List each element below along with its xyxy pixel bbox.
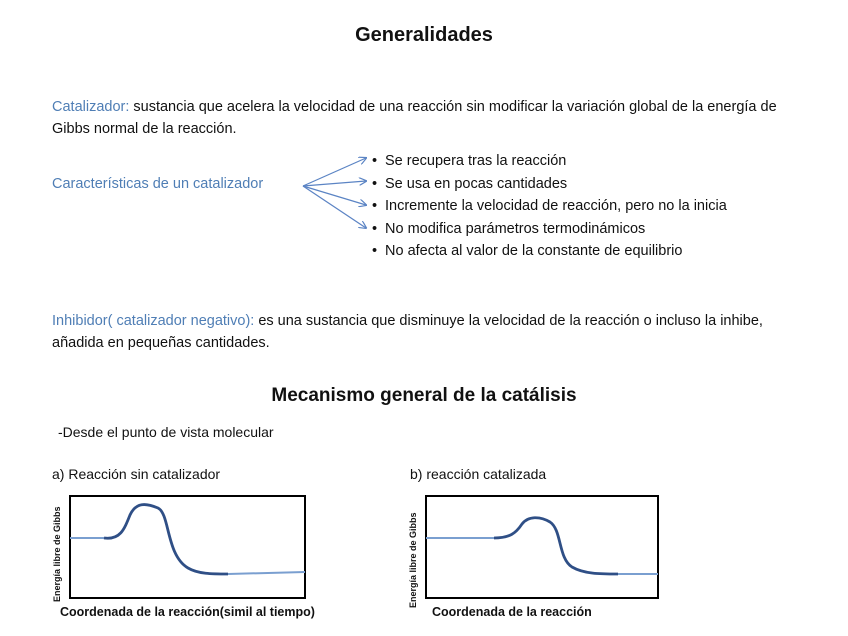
- graph-a-xlabel: Coordenada de la reacción(simil al tiempo): [60, 605, 315, 619]
- graph-a-curve-end: [228, 572, 305, 574]
- viewpoint-text: -Desde el punto de vista molecular: [58, 424, 274, 440]
- graph-b-xlabel: Coordenada de la reacción: [432, 605, 592, 619]
- list-item: • Se recupera tras la reacción: [372, 150, 727, 173]
- list-item: • No modifica parámetros termodinámicos: [372, 218, 727, 241]
- graph-a-frame: [70, 496, 305, 598]
- graph-a-curve: [104, 505, 228, 574]
- catalyst-text: sustancia que acelera la velocidad de una reacción sin modificar la variación global de la energía de Gibbs normal de la reacción.: [52, 99, 777, 137]
- list-item: • Incremente la velocidad de reacción, pero no la inicia: [372, 195, 727, 218]
- list-item: • Se usa en pocas cantidades: [372, 173, 727, 196]
- graph-b-frame: [426, 496, 658, 598]
- mechanism-title: Mecanismo general de la catálisis: [271, 385, 577, 406]
- page-title: Generalidades: [355, 24, 493, 46]
- inhibitor-term: Inhibidor( catalizador negativo):: [52, 313, 255, 329]
- characteristics-label: Características de un catalizador: [52, 176, 264, 192]
- catalyst-term: Catalizador:: [52, 99, 130, 115]
- inhibitor-text: es una sustancia que disminuye la velocidad de la reacción o incluso la inhibe, añadida en pequeñas cantidades.: [52, 313, 763, 351]
- graph-b-curve: [494, 518, 618, 574]
- graph-a-caption: a) Reacción sin catalizador: [52, 466, 221, 482]
- graph-b-caption: b) reacción catalizada: [410, 466, 547, 482]
- graph-b-ylabel: Energía libre de Gibbs: [408, 512, 418, 608]
- list-item: • No afecta al valor de la constante de equilibrio: [372, 240, 727, 263]
- graph-a-ylabel: Energía libre de Gibbs: [52, 506, 62, 602]
